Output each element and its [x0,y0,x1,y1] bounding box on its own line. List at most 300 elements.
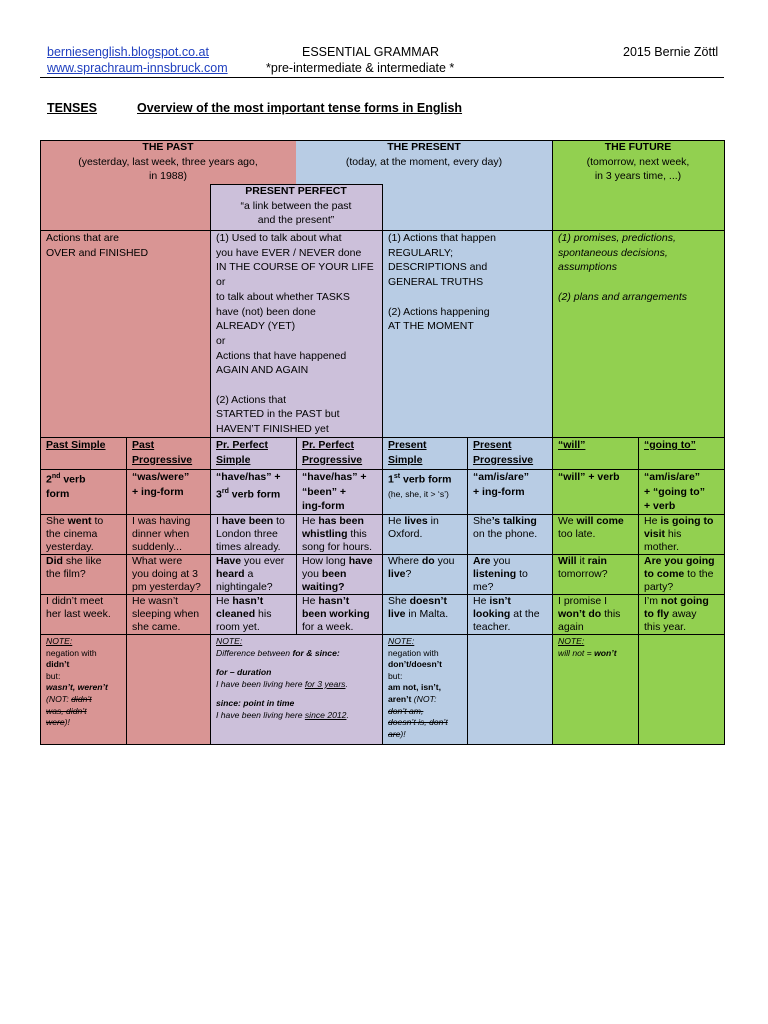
future-use-line: spontaneous decisions, [558,246,668,259]
text-fragment: room yet. [216,621,260,633]
future-sub2: in 3 years time, ...) [594,170,682,183]
text-fragment: live [388,568,406,580]
form-going-to [638,469,724,514]
text-fragment: He wasn’t [132,595,179,607]
text-fragment: aren’t [388,693,412,704]
present-use-line: REGULARLY; [388,246,454,259]
text-fragment: not going [660,595,709,607]
text-fragment: won’t do [558,608,602,620]
text-fragment: party? [644,581,674,593]
text-fragment: He [473,595,490,607]
text-fragment: his [255,608,272,620]
text-fragment: . [346,709,349,720]
tense-name-will [552,437,638,469]
example-positive-past-simple [40,514,126,554]
form-past-simple [40,469,126,514]
pp-use-line: Actions that have happened [216,349,347,362]
note-past-empty [126,634,210,744]
text-fragment: been working [302,608,370,620]
pp-use-line: ALREADY (YET) [216,320,296,333]
text-fragment: been [321,568,347,580]
text-fragment: mother. [644,541,680,553]
text-fragment: doesn’t [409,595,447,607]
grid-line [126,437,127,744]
table-border [724,140,725,745]
text-fragment: times already. [216,541,281,553]
text-line [46,555,120,568]
text-fragment: waiting? [302,581,345,593]
pp-use-line: or [216,276,226,289]
present-use-spacer [388,290,546,305]
text-fragment: since 2012 [304,709,347,720]
text-fragment: Difference between [216,647,293,658]
example-negative-going-to [638,594,724,634]
text-line [473,568,546,581]
text-fragment: at the [510,608,540,620]
text-line [558,608,632,621]
form-pr-perfect-progressive [296,469,382,514]
text-fragment: (NOT: [46,693,72,704]
text-fragment: me? [473,581,494,593]
note-present-empty [467,634,552,744]
form-sup: rd [221,487,229,495]
text-fragment: Will [558,555,577,567]
present-perfect-header [210,184,382,230]
example-positive-pp-progressive [296,514,382,554]
text-line [388,729,461,741]
pp-uses [210,230,382,437]
example-question-going-to [638,554,724,594]
example-positive-will [552,514,638,554]
text-fragment: for & since: [292,647,340,658]
form-pr-perfect-simple [210,469,296,514]
text-fragment: What were [132,555,183,567]
text-fragment: don’t am, [388,705,424,716]
example-question-pp-simple [210,554,296,594]
tenses-label: TENSES [47,101,98,115]
text-fragment: you [302,568,322,580]
header-rule [40,77,724,78]
example-negative-past-simple [40,594,126,634]
future-use-line: assumptions [558,261,617,274]
text-line [302,515,376,528]
pp-use-line: or [216,334,226,347]
tense-name-line: Simple [216,453,251,466]
past-title: THE PAST [142,141,194,153]
future-use-spacer [558,275,718,290]
note-future-empty [638,634,724,744]
text-fragment: London three [216,528,278,540]
form-line: form [46,488,70,501]
pp-use-line: (2) Actions that [216,393,287,406]
past-sub1: (yesterday, last week, three years ago, [78,155,258,168]
grid-line [40,514,724,515]
pp-use-line: (1) Used to talk about what [216,232,342,244]
text-fragment: for – duration [216,667,272,678]
text-fragment: do [421,555,435,567]
form-text: verb [60,473,86,486]
example-positive-present-progressive [467,514,552,554]
text-fragment: since: point in time [216,698,295,709]
pp-title: PRESENT PERFECT [245,185,347,197]
text-fragment: the film? [46,568,86,580]
text-fragment: again [558,621,584,633]
form-present-progressive [467,469,552,514]
tense-name-line: Pr. Perfect [302,439,354,451]
text-line [473,515,546,528]
past-use-line: OVER and FINISHED [46,246,149,259]
text-fragment: you ever [241,555,285,567]
future-header [552,140,724,230]
text-line [473,595,546,608]
example-negative-present-simple [382,594,467,634]
text-line [644,568,718,581]
text-line [388,568,461,581]
form-line [388,470,461,487]
text-fragment: He [302,595,319,607]
text-fragment: )! [64,717,70,728]
present-sub1: (today, at the moment, every day) [345,155,503,168]
text-fragment: for a week. [302,621,354,633]
pp-use-line: IN THE COURSE OF YOUR LIFE [216,261,374,274]
example-question-past-progressive [126,554,210,594]
text-line [216,568,290,581]
text-fragment: this [601,608,621,620]
website-link[interactable]: www.sprachraum-innsbruck.com [47,61,228,75]
tense-name-present-progressive [467,437,552,469]
page-title: Overview of the most important tense forms in English [137,101,463,115]
text-fragment: (NOT: [411,693,437,704]
text-fragment: will not = [558,647,595,658]
text-fragment: for 3 years [304,678,346,689]
text-line [46,515,120,528]
header-subtitle: *pre-intermediate & intermediate * [266,61,455,75]
text-line [644,515,718,528]
text-line [216,710,376,722]
form-line: “been” + [302,485,347,498]
text-fragment: He [644,515,661,527]
text-fragment: He [388,515,405,527]
tense-name-past-progressive [126,437,210,469]
pp-use-line: STARTED in the PAST but [216,408,340,421]
example-question-present-progressive [467,554,552,594]
pp-use-line: have (not) been done [216,305,316,318]
text-fragment: song for hours. [302,541,373,553]
past-use-line: Actions that are [46,232,119,244]
text-fragment: visit [644,528,666,540]
text-fragment: were [46,717,65,728]
form-line: + verb [644,500,676,513]
text-fragment: . [345,678,348,689]
tense-name-line: Progressive [132,453,193,466]
text-fragment: went [67,515,92,527]
note-future [552,634,638,744]
tense-name-line: Present [473,439,512,451]
text-fragment: I have been living here [216,709,305,720]
example-negative-pp-simple [210,594,296,634]
pp-sub1: “a link between the past [240,199,352,212]
future-sub1: (tomorrow, next week, [586,155,690,168]
text-fragment: I didn’t meet [46,595,104,607]
tense-name-line: Simple [388,453,423,466]
text-fragment: to come [644,568,685,580]
grid-line [210,230,211,744]
text-fragment: I promise I [558,595,608,607]
text-fragment: She [388,595,410,607]
text-fragment: sleeping when [132,608,200,620]
text-line [302,595,376,608]
grid-line [40,437,724,438]
grid-line [40,469,724,470]
text-fragment: on the phone. [473,528,538,540]
tense-name-line: Pr. Perfect [216,439,268,451]
form-line: ing-form [302,500,345,513]
grid-line [467,437,468,744]
pp-sub2: and the present” [257,214,335,227]
note-present [382,634,467,744]
tense-name-line: Past [132,439,155,451]
text-line [644,528,718,541]
form-line: “have/has” + [302,471,367,483]
form-present-simple [382,469,467,514]
text-fragment: teacher. [473,621,511,633]
text-fragment: didn’t [71,693,92,704]
grid-line [40,634,724,635]
grid-line [210,184,382,185]
text-fragment: pm yesterday? [132,581,201,593]
text-fragment: didn’t [46,659,70,670]
form-text: 3 [216,488,222,501]
text-fragment: to [91,515,104,527]
text-line [388,608,461,621]
text-fragment: but: [46,670,61,681]
text-fragment: you [434,555,455,567]
text-fragment: She [473,515,492,527]
text-fragment: don’t/doesn’t [388,659,442,670]
text-fragment: lives [404,515,428,527]
text-line [388,515,461,528]
form-line [216,485,290,502]
text-line [302,555,376,568]
tense-name-line: Past Simple [46,439,106,451]
text-fragment: the cinema [46,528,98,540]
text-fragment: listening [473,568,517,580]
example-positive-present-simple [382,514,467,554]
grid-line [210,184,211,230]
example-question-will [552,554,638,594]
text-fragment: Are [473,555,491,567]
present-use-line: GENERAL TRUTHS [388,276,484,289]
text-fragment: won’t [594,647,617,658]
text-fragment: Oxford. [388,528,423,540]
note-label: NOTE: [558,636,585,646]
text-line [216,608,290,621]
text-fragment: am not, isn’t, [388,682,441,693]
text-line [558,555,632,568]
text-line [302,528,376,541]
pp-use-line: to talk about whether TASKS [216,290,350,303]
text-fragment: tomorrow? [558,568,608,580]
grid-line [40,554,724,555]
pp-use-line: you have EVER / NEVER done [216,246,362,259]
text-line [558,648,632,660]
text-fragment: you doing at 3 [132,568,198,580]
form-line: + “going to” [644,485,705,498]
text-line [216,648,376,660]
text-fragment: too late. [558,528,596,540]
text-line [388,694,461,706]
text-fragment: Did [46,555,63,567]
text-line [46,717,120,729]
tense-name-pr-perfect-progressive [296,437,382,469]
future-use-line: (2) plans and arrangements [558,290,687,303]
form-line: + ing-form [132,485,184,498]
form-line: + ing-form [473,485,525,498]
example-negative-past-progressive [126,594,210,634]
text-fragment: I have been living here [216,678,305,689]
text-fragment: but: [388,670,403,681]
example-question-past-simple [40,554,126,594]
grid-line [382,230,383,744]
text-line [388,595,461,608]
text-fragment: heard [216,568,245,580]
text-line [216,659,376,667]
example-positive-pp-simple [210,514,296,554]
text-line [216,515,290,528]
example-negative-pp-progressive [296,594,382,634]
text-fragment: this [347,528,367,540]
text-fragment: in [427,515,439,527]
text-fragment: has been [318,515,364,527]
form-sup: nd [51,473,61,480]
future-title: THE FUTURE [604,141,672,153]
text-fragment: wasn’t, weren’t [46,682,108,693]
past-sub2: in 1988) [149,170,187,183]
grid-line [296,437,297,634]
form-line [46,470,120,487]
text-fragment: away [669,608,697,620]
text-fragment: will come [576,515,624,527]
present-use-line: (2) Actions happening [388,305,490,318]
text-line [644,608,718,621]
text-fragment: )! [400,728,406,739]
form-will [552,469,638,514]
text-fragment: Are you going [644,555,715,567]
tense-name-line: Present [388,439,427,451]
example-question-pp-progressive [296,554,382,594]
text-fragment: was, didn’t [46,705,87,716]
text-fragment: ? [405,568,412,580]
note-label: NOTE: [46,636,73,646]
text-fragment: live [388,608,406,620]
text-fragment: she like [62,555,102,567]
text-fragment: to fly [644,608,670,620]
text-fragment: I [216,515,222,527]
form-line: “am/is/are” [644,471,701,483]
text-fragment: have [348,555,373,567]
future-use-line: (1) promises, predictions, [558,232,676,244]
text-fragment: have been [221,515,274,527]
pp-use-line: AGAIN AND AGAIN [216,364,309,377]
blog-link[interactable]: berniesenglish.blogspot.co.at [47,45,209,59]
tense-name-past-simple [40,437,126,469]
text-line [302,568,376,581]
form-text: 2 [46,473,52,486]
grid-line [382,184,383,230]
form-line: “have/has” + [216,471,281,483]
text-fragment: ’s talking [491,515,537,527]
form-line: (he, she, it > ‘s’) [388,489,449,500]
text-fragment: suddenly... [132,541,183,553]
text-fragment: I’m [644,595,661,607]
tense-name-line: Progressive [473,453,534,466]
text-fragment: I was having [132,515,191,527]
tense-name-line: “going to” [644,439,696,451]
text-line [216,555,290,568]
form-past-progressive [126,469,210,514]
tense-name-line: Progressive [302,453,363,466]
text-fragment: rain [587,555,607,567]
text-fragment: cleaned [216,608,256,620]
text-line [644,595,718,608]
pp-use-spacer [216,378,376,393]
future-uses [552,230,724,437]
text-fragment: We [558,515,577,527]
tense-name-present-simple [382,437,467,469]
tense-name-line: “will” [558,439,586,451]
text-line [558,515,632,528]
text-fragment: to [516,568,528,580]
form-line: “was/were” [132,471,190,483]
text-fragment: her last week. [46,608,111,620]
text-fragment: yesterday. [46,541,94,553]
form-line: “will” + verb [558,471,620,483]
note-past [40,634,126,744]
text-fragment: in Malta. [405,608,449,620]
present-title: THE PRESENT [387,141,461,153]
table-border [40,140,724,141]
text-line [388,555,461,568]
header-author: 2015 Bernie Zöttl [623,45,719,59]
text-line [473,555,546,568]
example-positive-going-to [638,514,724,554]
text-line [216,595,290,608]
text-fragment: to the [684,568,714,580]
grid-line [638,437,639,744]
text-fragment: whistling [302,528,348,540]
text-fragment: He [302,515,319,527]
form-sup: st [393,473,401,480]
text-fragment: hasn’t [232,595,264,607]
present-use-line: (1) Actions that happen [388,232,496,244]
text-fragment: nightingale? [216,581,273,593]
grid-line [40,594,724,595]
text-fragment: He [216,595,233,607]
text-fragment: doesn’t is, don’t [388,717,448,728]
text-fragment: to [273,515,285,527]
text-fragment: dinner when [132,528,190,540]
present-uses [382,230,552,437]
form-text: verb form [228,488,281,501]
text-fragment: she came. [132,621,181,633]
text-fragment: She [46,515,68,527]
example-positive-past-progressive [126,514,210,554]
text-line [216,679,376,691]
text-line [46,694,120,706]
tense-name-pr-perfect-simple [210,437,296,469]
text-fragment: Have [216,555,242,567]
text-fragment: you [490,555,511,567]
